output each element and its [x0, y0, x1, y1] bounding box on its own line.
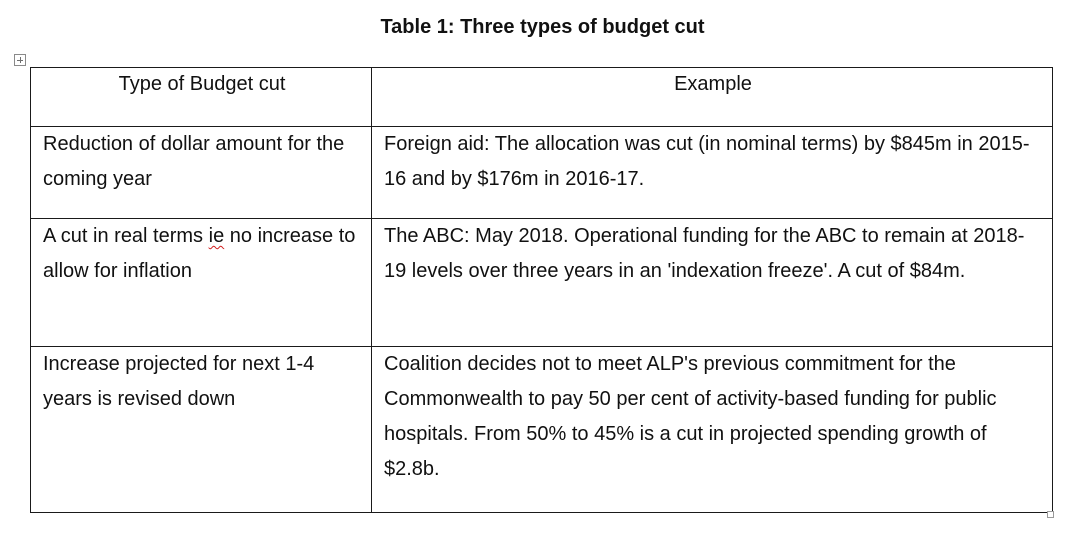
cell-text: Increase projected for next 1-4 years is revised down — [43, 353, 315, 410]
table-row — [31, 219, 1053, 347]
cell-example — [372, 347, 1053, 513]
table-row — [31, 127, 1053, 219]
header-example: Example — [372, 68, 1053, 127]
table-caption: Table 1: Three types of budget cut — [380, 16, 705, 38]
cell-text-part: A cut in real terms — [43, 225, 209, 247]
cell-text: The ABC: May 2018. Operational funding for the ABC to remain at 2018-19 levels over three years in an 'indexation freeze'. A cut of $84m. — [384, 225, 1025, 282]
cell-example — [372, 219, 1053, 347]
table-resize-handle-icon[interactable] — [1047, 511, 1054, 518]
header-type-of-budget-cut: Type of Budget cut — [31, 68, 372, 127]
cell-text: Coalition decides not to meet ALP's previous commitment for the Commonwealth to pay 50 per cent of activity-based funding for public hospitals. From 50% to 45% is a cut in projected spending growth of $2.8b. — [384, 353, 997, 480]
cell-budget-cut-type — [31, 347, 372, 513]
cell-text: Foreign aid: The allocation was cut (in nominal terms) by $845m in 2015-16 and by $176m in 2016-17. — [384, 133, 1030, 190]
table-row — [31, 347, 1053, 513]
cell-budget-cut-type — [31, 127, 372, 219]
spellcheck-flagged-word[interactable]: ie — [208, 225, 225, 247]
cell-text: Reduction of dollar amount for the coming year — [43, 133, 345, 190]
table-header-row — [31, 68, 1053, 127]
table-move-handle-icon[interactable] — [14, 54, 26, 66]
cell-text-part: no increase to allow for inflation — [43, 225, 356, 282]
cell-budget-cut-type — [31, 219, 372, 347]
budget-cut-table — [30, 67, 1053, 513]
cell-example — [372, 127, 1053, 219]
